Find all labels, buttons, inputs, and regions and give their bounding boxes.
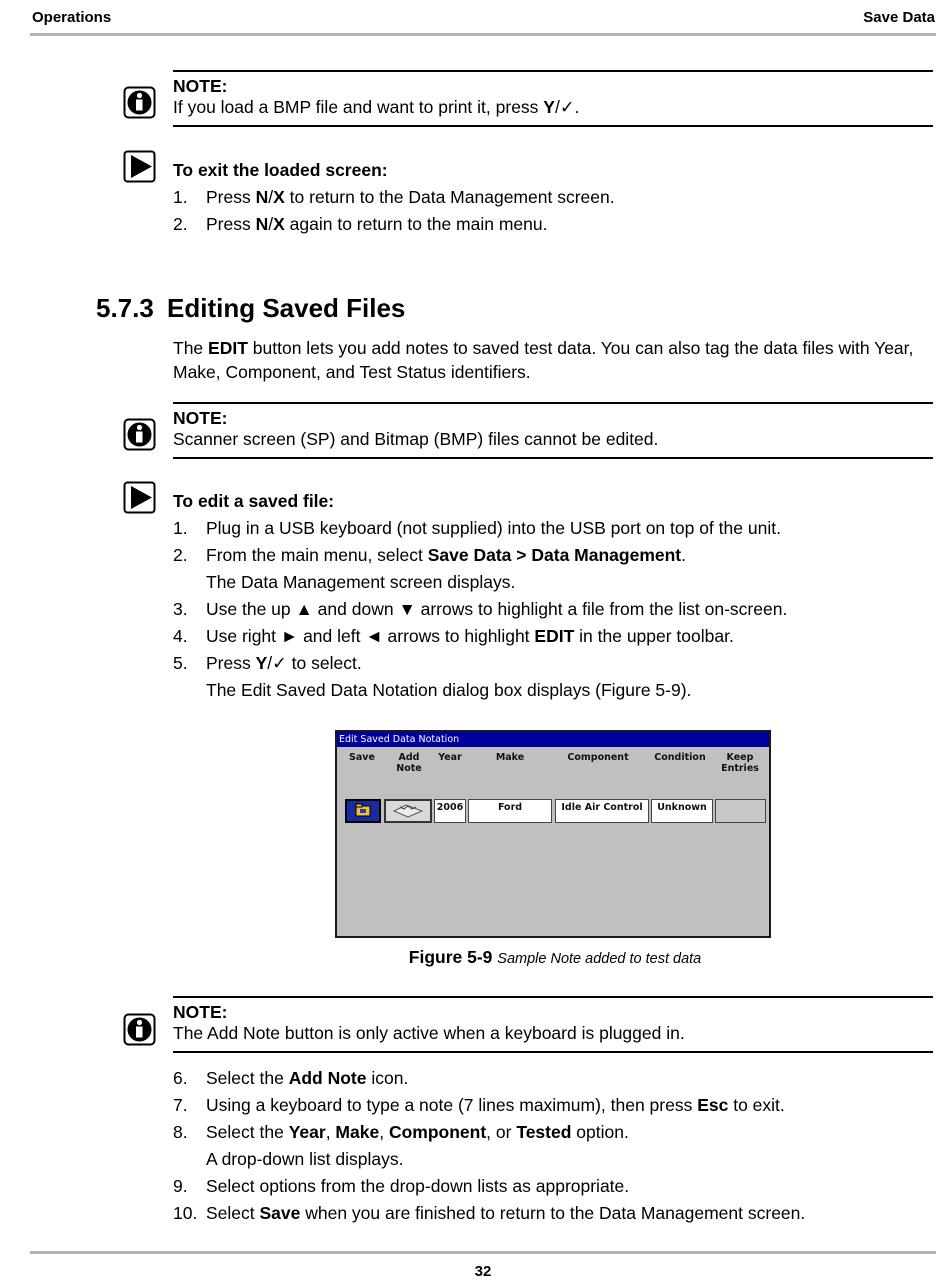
step-exit-2: 2. Press N/X again to return to the main menu. [173, 214, 548, 234]
header-rule [30, 33, 936, 36]
column-header-add-note: Add Note [396, 752, 422, 774]
note-bmp-print [173, 70, 933, 127]
step-edit-5: 5. Press Y/✓ to select. [173, 653, 362, 673]
procedure-arrow-icon [123, 150, 156, 183]
step-edit-2: 2. From the main menu, select Save Data > Data Management. [173, 545, 687, 565]
note-text: Scanner screen (SP) and Bitmap (BMP) files cannot be edited. [173, 429, 659, 449]
running-header-chapter: Save Data [863, 9, 935, 26]
column-header-year: Year [438, 752, 462, 763]
keep-entries-field[interactable] [715, 799, 766, 823]
year-field[interactable]: 2006 [434, 799, 466, 823]
step-exit-1: 1. Press N/X to return to the Data Management screen. [173, 187, 615, 207]
note-not-editable [173, 402, 933, 459]
note-text: If you load a BMP file and want to print it, press Y/✓. [173, 97, 580, 117]
step-edit-2-result: The Data Management screen displays. [206, 572, 516, 592]
column-header-component: Component [567, 752, 629, 763]
column-header-keep-entries: Keep Entries [721, 752, 759, 774]
note-pad-icon [386, 801, 430, 821]
procedure-title-exit: To exit the loaded screen: [173, 160, 388, 180]
step-edit-9: 9. Select options from the drop-down lists as appropriate. [173, 1176, 630, 1196]
info-icon [123, 418, 156, 451]
step-edit-6: 6. Select the Add Note icon. [173, 1068, 409, 1088]
step-edit-7: 7. Using a keyboard to type a note (7 lines maximum), then press Esc to exit. [173, 1095, 785, 1115]
note-title: NOTE: [173, 408, 228, 428]
step-edit-10: 10. Select Save when you are finished to return to the Data Management screen. [173, 1203, 806, 1223]
make-field[interactable]: Ford [468, 799, 552, 823]
step-edit-4: 4. Use right ► and left ◄ arrows to highlight EDIT in the upper toolbar. [173, 626, 734, 646]
info-icon [123, 1013, 156, 1046]
section-heading: 5.7.3 Editing Saved Files [96, 293, 406, 323]
column-header-make: Make [495, 752, 525, 763]
save-button[interactable] [345, 799, 381, 823]
step-edit-8: 8. Select the Year, Make, Component, or Tested option. [173, 1122, 629, 1142]
note-text: The Add Note button is only active when a keyboard is plugged in. [173, 1023, 685, 1043]
footer-rule [30, 1251, 936, 1254]
procedure-arrow-icon [123, 481, 156, 514]
figure-caption: Figure 5-9 Sample Note added to test data [408, 947, 702, 967]
component-field[interactable]: Idle Air Control [555, 799, 649, 823]
step-edit-1: 1. Plug in a USB keyboard (not supplied) into the USB port on top of the unit. [173, 518, 781, 538]
save-folder-icon [348, 801, 378, 821]
add-note-button[interactable] [384, 799, 432, 823]
column-header-condition: Condition [654, 752, 706, 763]
dialog-title-bar: Edit Saved Data Notation [337, 732, 769, 747]
running-header-section: Operations [32, 9, 112, 26]
edit-saved-data-dialog-figure [335, 730, 771, 938]
step-edit-5-result: The Edit Saved Data Notation dialog box displays (Figure 5-9). [206, 680, 692, 700]
intro-paragraph: The EDIT button lets you add notes to saved test data. You can also tag the data files with Year, Make, Component, and Test Status identifiers. [173, 338, 914, 382]
column-header-save: Save [349, 752, 375, 763]
note-add-note-keyboard [173, 996, 933, 1053]
step-edit-8-result: A drop-down list displays. [206, 1149, 404, 1169]
procedure-title-edit: To edit a saved file: [173, 491, 335, 511]
page-number: 32 [474, 1263, 492, 1280]
info-icon [123, 86, 156, 119]
condition-field[interactable]: Unknown [651, 799, 713, 823]
note-title: NOTE: [173, 76, 228, 96]
note-title: NOTE: [173, 1002, 228, 1022]
step-edit-3: 3. Use the up ▲ and down ▼ arrows to highlight a file from the list on-screen. [173, 599, 788, 619]
